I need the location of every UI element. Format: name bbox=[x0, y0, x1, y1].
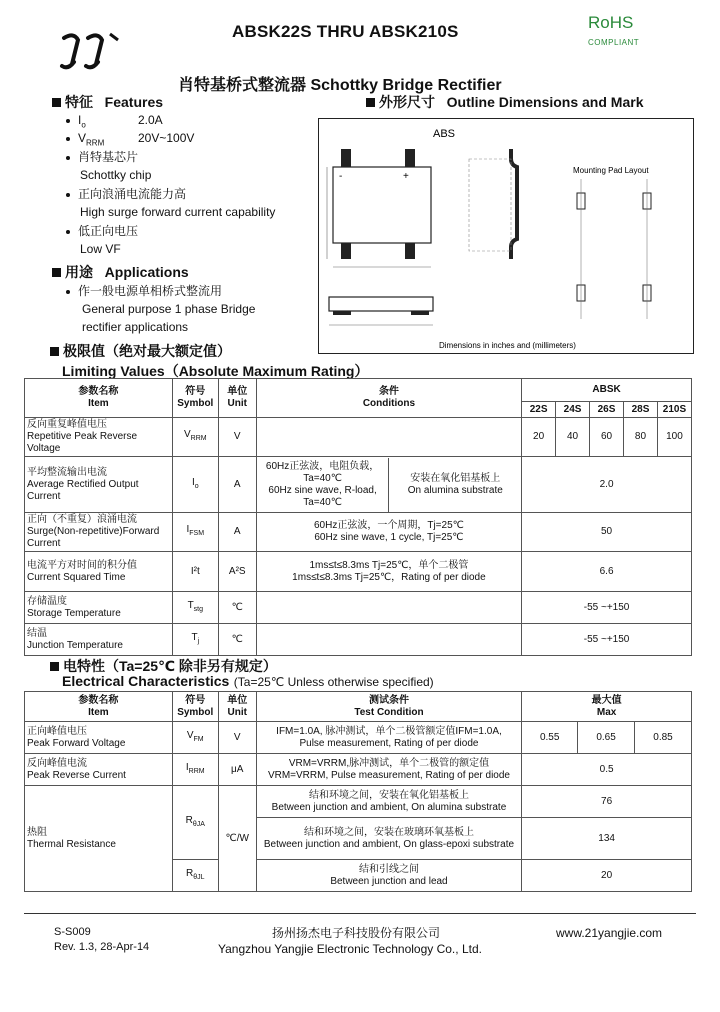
package-front-view bbox=[329, 297, 433, 311]
lead-pad bbox=[405, 243, 415, 259]
square-bullet-icon bbox=[366, 98, 375, 107]
table-row: 结和环境之间，安装在玻璃环氧基板上 Between junction and ambient, On glass-epoxi substrate 134 bbox=[25, 818, 692, 860]
model-header: 26S bbox=[590, 402, 624, 418]
footer-divider bbox=[24, 913, 696, 914]
bullet-icon bbox=[66, 290, 70, 294]
bullet-icon bbox=[66, 119, 70, 123]
limiting-values-table bbox=[24, 378, 692, 656]
table-row: 正向峰值电压 Peak Forward Voltage $V_{FM}$ V IFM=1.0A, 脉冲测试，单个二极管额定值IFM=1.0A, Pulse measurement, Rating of per diode 0.55 0.65 0.85 bbox=[25, 722, 692, 754]
col-header-max: 最大值 Max bbox=[522, 692, 692, 722]
table-row: 正向（不重复）浪涌电流 Surge(Non-repetitive)Forward Current $I_{FSM}$ A 60Hz正弦波，一个周期，Tj=25℃ 60Hz sine wave, 1 cycle, Tj=25℃ 50 bbox=[25, 513, 692, 552]
limiting-heading-cn: 极限值（绝对最大额定值） bbox=[50, 341, 231, 361]
table-row: 热阻 Thermal Resistance $R_{\theta JA}$ ℃/W 结和环境之间，安装在氧化铝基板上 Between junction and ambient, On alumina substrate 76 bbox=[25, 786, 692, 818]
col-header-item: 参数名称 Item bbox=[25, 692, 173, 722]
feature-chip: 肖特基芯片 Schottky chip bbox=[66, 148, 151, 184]
company-name-cn: 扬州扬杰电子科技股份有限公司 bbox=[272, 926, 441, 940]
lead-pad bbox=[341, 243, 351, 259]
rohs-compliant-label: COMPLIANT bbox=[588, 38, 640, 47]
company-logo bbox=[58, 30, 128, 72]
col-header-test-condition: 测试条件 Test Condition bbox=[256, 692, 522, 722]
product-title-cn: 肖特基桥式整流器 bbox=[178, 77, 307, 94]
square-bullet-icon bbox=[50, 347, 59, 356]
electrical-heading-en: Electrical Characteristics (Ta=25℃ Unless otherwise specified) bbox=[62, 673, 434, 689]
electrical-heading-cn: 电特性（Ta=25℃ 除非另有规定） bbox=[50, 656, 277, 676]
lead-pad bbox=[411, 311, 429, 315]
package-top-view bbox=[333, 167, 431, 243]
package-label: ABS bbox=[433, 128, 456, 140]
company-name-en: Yangzhou Yangjie Electronic Technology Co., Ltd. bbox=[218, 942, 482, 956]
outline-diagram bbox=[318, 118, 694, 354]
table-row: 结温 Junction Temperature $T_j$ ℃ -55 ~+150 bbox=[25, 624, 692, 656]
product-title-en: Schottky Bridge Rectifier bbox=[310, 77, 502, 94]
col-header-unit: 单位 Unit bbox=[218, 692, 256, 722]
table-row: 反向峰值电流 Peak Reverse Current $I_{RRM}$ μA VRM=VRRM,脉冲测试，单个二极管的额定值 VRM=VRRM, Pulse measurement, Rating of per diode 0.5 bbox=[25, 754, 692, 786]
feature-io: $I_o$ 2.0A bbox=[66, 111, 86, 134]
square-bullet-icon bbox=[50, 662, 59, 671]
table-row: 存储温度 Storage Temperature $T_{stg}$ ℃ -55 ~+150 bbox=[25, 592, 692, 624]
bullet-icon bbox=[66, 137, 70, 141]
minus-mark: - bbox=[339, 171, 343, 182]
bullet-icon bbox=[66, 230, 70, 234]
bullet-icon bbox=[66, 156, 70, 160]
square-bullet-icon bbox=[52, 268, 61, 277]
plus-mark: + bbox=[403, 171, 409, 182]
mounting-pad-label: Mounting Pad Layout bbox=[573, 166, 649, 175]
feature-vrrm: $V_{RRM}$ 20V~100V bbox=[66, 129, 104, 152]
square-bullet-icon bbox=[52, 98, 61, 107]
dimensions-note: Dimensions in inches and (millimeters) bbox=[439, 341, 576, 350]
col-header-conditions: 条件 Conditions bbox=[256, 379, 521, 418]
table-row: 反向重复峰值电压 Repetitive Peak Reverse Voltage $V_{RRM}$ V 20 40 60 80 100 bbox=[25, 418, 692, 457]
revision: Rev. 1.3, 28-Apr-14 bbox=[54, 941, 150, 953]
electrical-characteristics-table bbox=[24, 691, 692, 892]
col-header-unit: 单位 Unit bbox=[218, 379, 256, 418]
rohs-mark: RoHS bbox=[588, 13, 634, 32]
package-side-view bbox=[511, 149, 517, 259]
table-row: 电流平方对时间的积分值 Current Squared Time I²t A²S 1ms≤t≤8.3ms Tj=25℃，单个二极管 1ms≤t≤8.3ms Tj=25℃，Rating of per diode 6.6 bbox=[25, 552, 692, 592]
col-header-symbol: 符号 Symbol bbox=[172, 692, 218, 722]
dimension-box bbox=[469, 159, 511, 251]
lead-pad bbox=[341, 149, 351, 167]
doc-code: S-S009 bbox=[54, 926, 91, 938]
feature-surge: 正向浪涌电流能力高 High surge forward current capability bbox=[66, 185, 275, 221]
lead-pad bbox=[333, 311, 351, 315]
limiting-heading-en: Limiting Values（Absolute Maximum Rating） bbox=[62, 363, 369, 379]
bullet-icon bbox=[66, 193, 70, 197]
company-website[interactable]: www.21yangjie.com bbox=[556, 926, 663, 940]
document-title: ABSK22S THRU ABSK210S bbox=[232, 22, 459, 41]
feature-vf: 低正向电压 Low VF bbox=[66, 222, 138, 258]
col-header-group: ABSK bbox=[522, 379, 692, 402]
lead-pad bbox=[405, 149, 415, 167]
table-row: $R_{\theta JL}$ 结和引线之间 Between junction and lead 20 bbox=[25, 860, 692, 892]
outline-heading: 外形尺寸 Outline Dimensions and Mark bbox=[366, 92, 644, 112]
model-header: 210S bbox=[657, 402, 691, 418]
model-header: 22S bbox=[522, 402, 556, 418]
table-row: 平均整流输出电流 Average Rectified Output Current $I_o$ A 60Hz正弦波，电阻负载，Ta=40℃ 60Hz sine wave, R-load, Ta=40℃ 安装在氧化铝基板上 On alumina substrate 2.0 bbox=[25, 457, 692, 513]
col-header-symbol: 符号 Symbol bbox=[172, 379, 218, 418]
features-heading: 特征 Features bbox=[52, 92, 163, 112]
model-header: 24S bbox=[556, 402, 590, 418]
applications-heading: 用途 Applications bbox=[52, 262, 189, 282]
model-header: 28S bbox=[624, 402, 658, 418]
col-header-item: 参数名称 Item bbox=[25, 379, 173, 418]
application-item: 作一般电源单相桥式整流用 General purpose 1 phase Bridge rectifier applications bbox=[66, 282, 255, 336]
